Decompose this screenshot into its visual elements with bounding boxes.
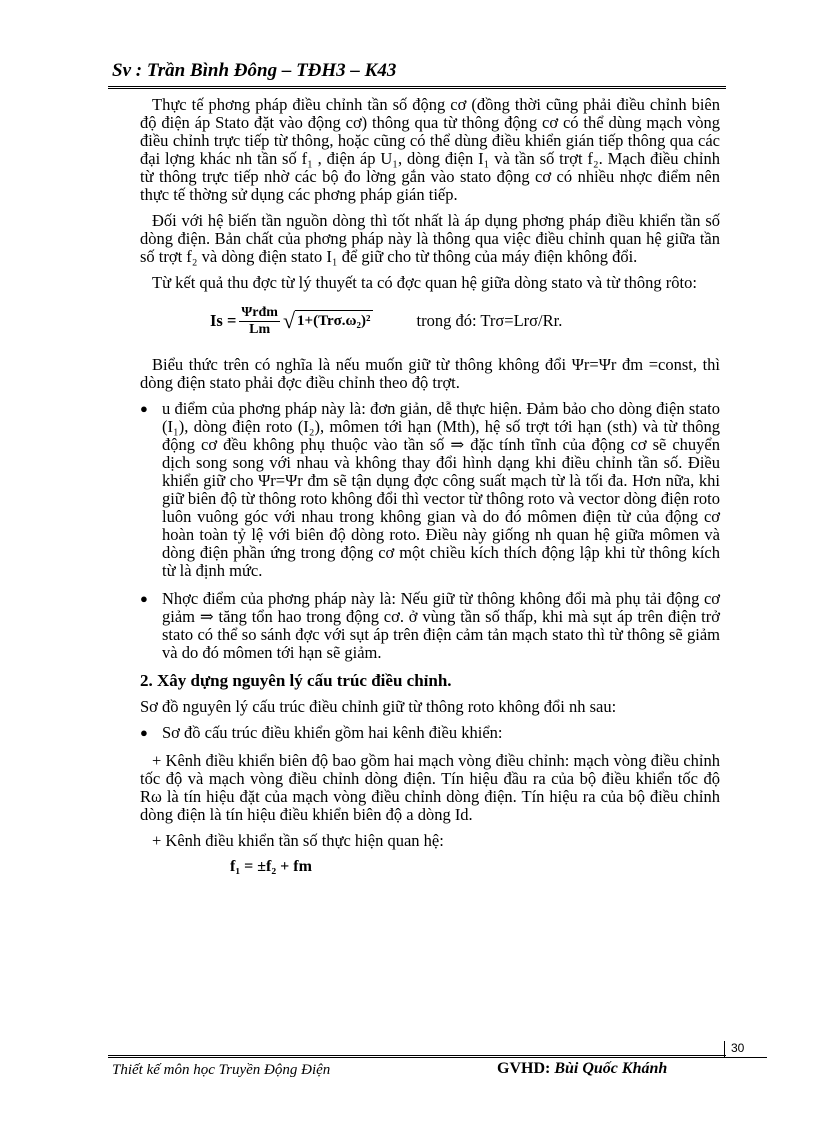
page-number <box>724 1041 767 1058</box>
formula-lhs <box>210 305 373 338</box>
paragraph-3: Từ kết quả thu đợc từ lý thuyết ta có đợc quan hệ giữa dòng stato và từ thông rôto: <box>152 273 697 292</box>
formula-lhs-label: Is = <box>210 311 237 330</box>
footer-course-title: Thiết kế môn học Truyền Động Điện <box>112 1062 331 1078</box>
header-text: Sv : Trần Bình Đông – TĐH3 – K43 <box>112 60 397 81</box>
formula-denominator: Lm <box>249 321 271 337</box>
footer-advisor-name: Bùi Quốc Khánh <box>554 1060 668 1077</box>
formula-sqrt <box>283 310 373 332</box>
bullet-structure: ● Sơ đồ cấu trúc điều khiển gồm hai kênh điều khiển: <box>140 724 720 742</box>
header-rule <box>108 86 726 89</box>
stator-current-formula <box>140 300 720 342</box>
frequency-formula: f₁ = ±f₂ + fm <box>230 858 312 875</box>
paragraph-2: Đối với hệ biến tần nguồn dòng thì tốt nhất là áp dụng phơng pháp điều khiển tần số dòng điện. Bản chất của phơng pháp này là thông qua việc điều chỉnh quan hệ giữa tần số trợt f₂ và dòng điện stato I₁ để giữ cho từ thông của máy điện không đổi. <box>140 211 720 266</box>
formula-numerator: Ψrđm <box>241 304 278 320</box>
formula-radicand: 1+(Trσ.ω₂)² <box>295 310 372 330</box>
section-intro: Sơ đồ nguyên lý cấu trúc điều chỉnh giữ từ thông roto không đổi nh sau: <box>140 697 617 716</box>
footer-advisor-label: GVHD: <box>497 1060 551 1077</box>
footer-rule <box>108 1055 726 1058</box>
paragraph-4: Biểu thức trên có nghĩa là nếu muốn giữ từ thông không đổi Ψr=Ψr đm =const, thì dòng điện stato phải đợc điều chỉnh theo độ trợt. <box>140 355 720 392</box>
structure-list <box>140 724 720 742</box>
formula-fraction <box>239 305 280 338</box>
formula-note: trong đó: Trσ=Lrσ/Rr. <box>416 311 563 330</box>
channel-frequency: + Kênh điều khiển tần số thực hiện quan hệ: <box>152 831 444 850</box>
page-header <box>112 60 722 82</box>
page-number-text: 30 <box>731 1041 745 1055</box>
page-body <box>140 96 720 876</box>
sqrt-icon: √ <box>282 308 296 333</box>
paragraph-1: Thực tế phơng pháp điều chỉnh tần số động cơ (đồng thời cũng phải điều chỉnh biên độ điện áp Stato đặt vào động cơ) thông qua từ thông động cơ có thể dùng mạch vòng điều chỉnh trực tiếp từ thông, hoặc cũng có thể dùng điều khiển gián tiếp thông qua các đại lợng khác nh tần số f₁ , điện áp U₁, dòng điện I₁ và tần số trợt f₂. Mạch điều chỉnh từ thông trực tiếp nhờ các bộ đo lờng gắn vào stato động cơ có nhiều nhợc điểm nên thực tế thờng sử dụng các phơng pháp gián tiếp. <box>140 95 720 204</box>
advantages-list <box>140 400 720 662</box>
channel-amplitude: + Kênh điều khiển biên độ bao gồm hai mạch vòng điều chỉnh: mạch vòng điều chỉnh tốc độ và mạch vòng điều chỉnh dòng điện. Tín hiệu đầu ra của bộ điều khiển tốc độ Rω là tín hiệu đặt của mạch vòng điều chỉnh dòng điện. Tín hiệu ra của bộ điều chỉnh dòng điện là tín hiệu điều khiển biên độ a dòng Id. <box>140 751 720 824</box>
section-heading: 2. Xây dựng nguyên lý cấu trúc điều chỉnh. <box>140 671 452 690</box>
footer-advisor <box>497 1060 667 1078</box>
bullet-disadvantages: ● Nhợc điểm của phơng pháp này là: Nếu giữ từ thông không đổi mà phụ tải động cơ giảm ⇒ tăng tổn hao trong động cơ. ở vùng tần số thấp, khi mà sụt áp trên điện trở stato có thể so sánh đợc với sụt áp trên điện cảm tản mạch stato thì từ thông sẽ giảm và do đó mômen tới hạn sẽ giảm. <box>140 590 720 662</box>
bullet-advantages: ● u điểm của phơng pháp này là: đơn giản, dễ thực hiện. Đảm bảo cho dòng điện stato (I₁), dòng điện roto (I₂), mômen tới hạn (Mth), hệ số trợt tới hạn (sth) và từ thông động cơ đều không phụ thuộc vào tần số ⇒ đặc tính tĩnh của động cơ sẽ chuyển dịch song song với nhau và không thay đổi hình dạng khi điều chỉnh tần số. Điều khiển giữ cho Ψr=Ψr đm sẽ tận dụng đợc công suất mạch từ là tối đa. Hơn nữa, khi giữ biên độ từ thông roto không đổi thì vector từ thông roto và vector dòng điện roto luôn vuông góc với nhau trong không gian và do đó mômen điện từ của động cơ hoàn toàn tỷ lệ với biên độ dòng roto. Điều này giống nh quan hệ giữa mômen và dòng điện phần ứng trong động cơ một chiều kích thích động lập khi từ thông kích từ là định mức. <box>140 400 720 580</box>
